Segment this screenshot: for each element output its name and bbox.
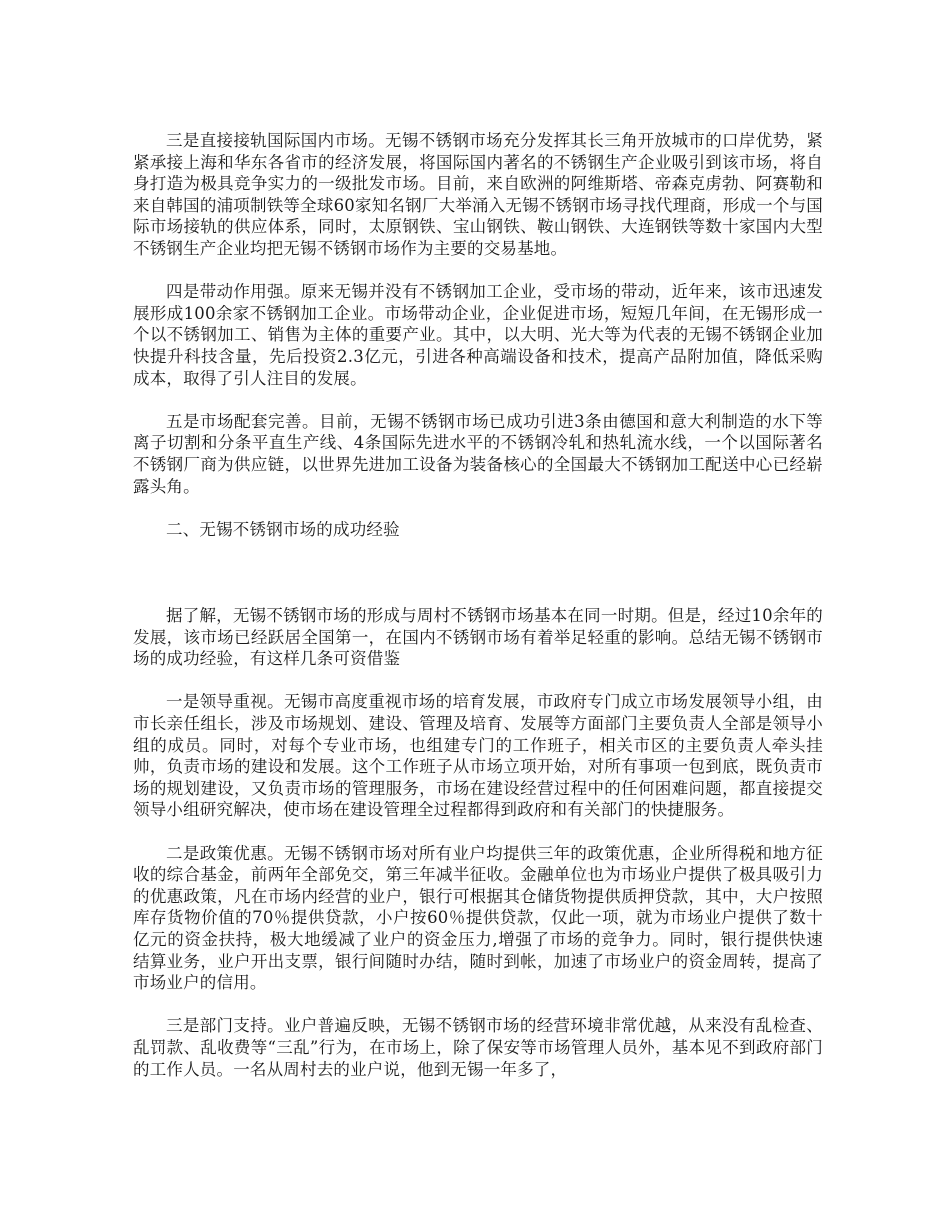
paragraph-direct-link-market: 三是直接接轨国际国内市场。无锡不锈钢市场充分发挥其长三角开放城市的口岸优势，紧紧承接上海和华东各省市的经济发展，将国际国内著名的不锈钢生产企业吸引到该市场，将自身打造为极具竞争实力的一级批发市场。目前，来自欧洲的阿维斯塔、帝森克虏勃、阿赛勒和来自韩国的浦项制铁等全球60家知名钢厂大举涌入无锡不锈钢市场寻找代理商，形成一个与国际市场接轨的供应体系，同时，太原钢铁、宝山钢铁、鞍山钢铁、大连钢铁等数十家国内大型不锈钢生产企业均把无锡不锈钢市场作为主要的交易基地。 (133, 131, 823, 258)
paragraph-spacer (133, 821, 823, 843)
section-spacer (133, 540, 823, 605)
paragraph-spacer (133, 389, 823, 411)
paragraph-spacer (133, 260, 823, 282)
paragraph-supporting-facilities: 五是市场配套完善。目前，无锡不锈钢市场已成功引进3条由德国和意大利制造的水下等离子切割和分条平直生产线、4条国际先进水平的不锈钢冷轧和热轧流水线，一个以国际著名不锈钢厂商为供应链，以世界先进加工设备为装备核心的全国最大不锈钢加工配送中心已经崭露头角。 (133, 411, 823, 496)
paragraph-department-support: 三是部门支持。业户普遍反映，无锡不锈钢市场的经营环境非常优越，从来没有乱检查、乱罚款、乱收费等“三乱”行为，在市场上，除了保安等市场管理人员外，基本见不到政府部门的工作人员。一名从周村去的业户说，他到无锡一年多了， (133, 1016, 823, 1079)
paragraph-driving-effect: 四是带动作用强。原来无锡并没有不锈钢加工企业，受市场的带动，近年来，该市迅速发展形成100余家不锈钢加工企业。市场带动企业，企业促进市场，短短几年间，在无锡形成一个以不锈钢加工、销售为主体的重要产业。其中，以大明、光大等为代表的无锡不锈钢企业加快提升科技含量，先后投资2.3亿元，引进各种高端设备和技术，提高产品附加值，降低采购成本，取得了引人注目的发展。 (133, 282, 823, 388)
paragraph-spacer (133, 497, 823, 519)
paragraph-leadership: 一是领导重视。无锡市高度重视市场的培育发展，市政府专门成立市场发展领导小组，由市长亲任组长，涉及市场规划、建设、管理及培育、发展等方面部门主要负责人全部是领导小组的成员。同时，对每个专业市场，也组建专门的工作班子，相关市区的主要负责人牵头挂帅，负责市场的建设和发展。这个工作班子从市场立项开始，对所有事项一包到底，既负责市场的规划建设，又负责市场的管理服务，市场在建设经营过程中的任何困难问题，都直接提交领导小组研究解决，使市场在建设管理全过程都得到政府和有关部门的快捷服务。 (133, 692, 823, 820)
paragraph-policy: 二是政策优惠。无锡不锈钢市场对所有业户均提供三年的政策优惠，企业所得税和地方征收的综合基金，前两年全部免交，第三年减半征收。金融单位也为市场业户提供了极具吸引力的优惠政策，凡在市场内经营的业户，银行可根据其仓储货物提供质押贷款，其中，大户按照库存货物价值的70％提供贷款，小户按60％提供贷款，仅此一项，就为市场业户提供了数十亿元的资金扶持，极大地缓减了业户的资金压力,增强了市场的竞争力。同时，银行提供快速结算业务，业户开出支票，银行间随时办结，随时到帐，加速了市场业户的资金周转，提高了市场业户的信用。 (133, 843, 823, 993)
paragraph-spacer (133, 994, 823, 1016)
paragraph-intro-experience: 据了解，无锡不锈钢市场的形成与周村不锈钢市场基本在同一时期。但是，经过10余年的发展，该市场已经跃居全国第一，在国内不锈钢市场有着举足轻重的影响。总结无锡不锈钢市场的成功经验，有这样几条可资借鉴 (133, 606, 823, 669)
document-body (133, 130, 823, 1080)
paragraph-spacer (133, 670, 823, 692)
section-heading-success-experience: 二、无锡不锈钢市场的成功经验 (166, 519, 400, 539)
